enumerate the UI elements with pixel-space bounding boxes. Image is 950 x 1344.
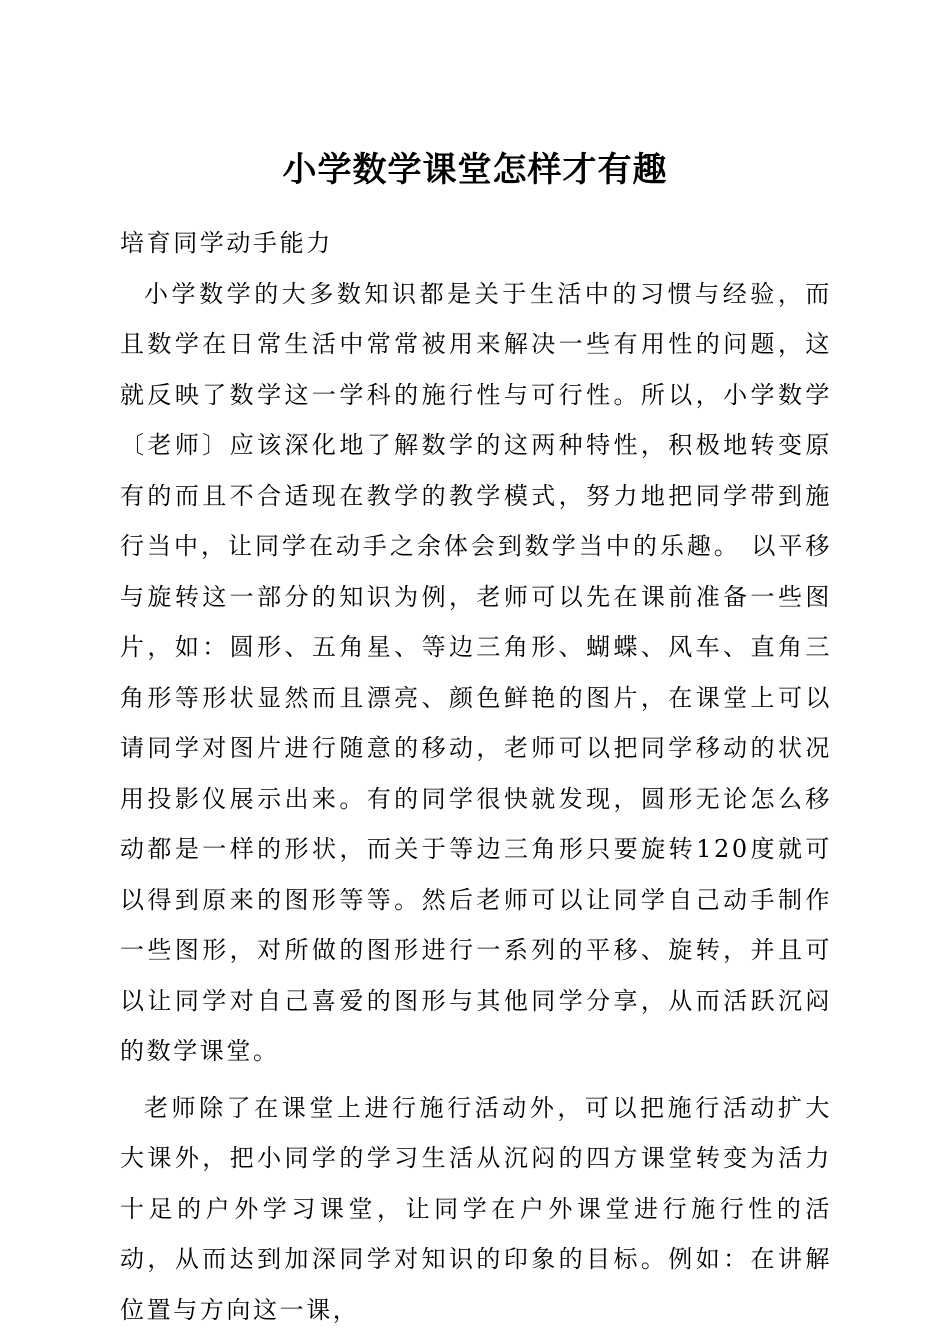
- section-heading: 培育同学动手能力: [120, 229, 333, 257]
- document-body: [120, 218, 832, 1335]
- document-title: 小学数学课堂怎样才有趣: [282, 150, 668, 190]
- body-paragraph: 小学数学的大多数知识都是关于生活中的习惯与经验，而且数学在日常生活中常常被用来解决一些有用性的问题，这就反映了数学这一学科的施行性与可行性。所以，小学数学〔老师〕应该深化地了解数学的这两种特性，积极地转变原有的而且不合适现在教学的教学模式，努力地把同学带到施行当中，让同学在动手之余体会到数学当中的乐趣。 以平移与旋转这一部分的知识为例，老师可以先在课前准备一些图片，如：圆形、五角星、等边三角形、蝴蝶、风车、直角三角形等形状显然而且漂亮、颜色鲜艳的图片，在课堂上可以请同学对图片进行随意的移动，老师可以把同学移动的状况用投影仪展示出来。有的同学很快就发现，圆形无论怎么移动都是一样的形状，而关于等边三角形只要旋转120度就可以得到原来的图形等等。然后老师可以让同学自己动手制作一些图形，对所做的图形进行一系列的平移、旋转，并且可以让同学对自己喜爱的图形与其他同学分享，从而活跃沉闷的数学课堂。: [120, 279, 832, 1065]
- body-paragraph: 老师除了在课堂上进行施行活动外，可以把施行活动扩大大课外，把小同学的学习生活从沉闷的四方课堂转变为活力十足的户外学习课堂，让同学在户外课堂进行施行性的活动，从而达到加深同学对知识的印象的目标。例如：在讲解位置与方向这一课，: [120, 1093, 832, 1324]
